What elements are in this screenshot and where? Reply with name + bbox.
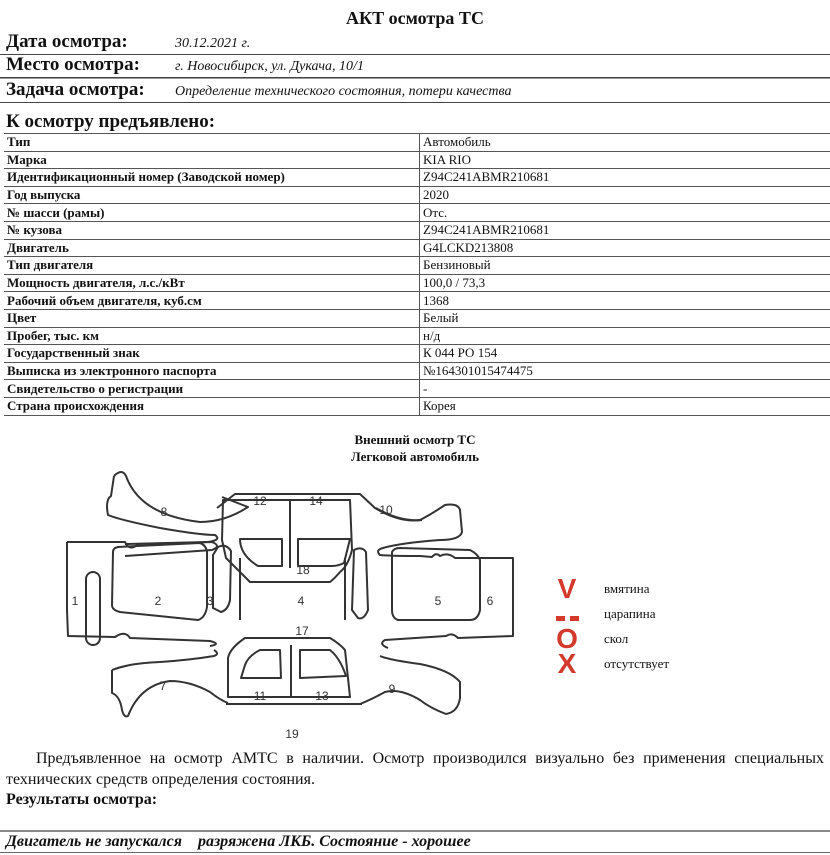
- table-row: [4, 397, 830, 415]
- panel-label-14: 14: [309, 494, 323, 508]
- body-outline-right: [382, 558, 513, 648]
- table-row: [4, 345, 830, 363]
- legend-label-dent: вмятина: [604, 581, 650, 596]
- row-value: G4LCKD213808: [420, 239, 830, 257]
- legend-item-missing: [552, 648, 752, 679]
- panel-7-outline: [112, 650, 228, 716]
- row-value: 2020: [420, 186, 830, 204]
- row-value: К 044 РО 154: [420, 345, 830, 363]
- table-row: [4, 274, 830, 292]
- row-key: № кузова: [4, 221, 420, 239]
- panel-label-9: 9: [388, 682, 396, 696]
- row-key: Тип: [4, 134, 420, 152]
- row-key: Свидетельство о регистрации: [4, 380, 420, 398]
- row-key: Тип двигателя: [4, 257, 420, 275]
- panel-14-window: [298, 539, 350, 566]
- panel-label-5: 5: [434, 594, 442, 608]
- vehicle-info-table: [4, 133, 830, 416]
- panel-label-17: 17: [295, 624, 309, 638]
- missing-icon: X: [557, 648, 577, 679]
- table-row: [4, 327, 830, 345]
- results-heading: Результаты осмотра:: [6, 791, 158, 808]
- row-value: Z94C241ABMR210681: [420, 169, 830, 187]
- panel-label-2: 2: [154, 594, 162, 608]
- header-row-date: [0, 32, 830, 55]
- row-key: Рабочий объем двигателя, куб.см: [4, 292, 420, 310]
- chip-icon: O: [556, 623, 578, 654]
- panel-label-18: 18: [296, 563, 310, 577]
- results-text: Двигатель не запускался разряжена ЛКБ. Состояние - хорошее: [6, 833, 471, 850]
- row-key: Выписка из электронного паспорта: [4, 362, 420, 380]
- row-key: Государственный знак: [4, 345, 420, 363]
- row-value: 1368: [420, 292, 830, 310]
- row-value: Z94C241ABMR210681: [420, 221, 830, 239]
- presented-heading: К осмотру предъявлено:: [6, 111, 216, 132]
- panel-8-outline: [107, 472, 248, 544]
- legend-item-chip: [552, 623, 752, 654]
- row-key: Идентификационный номер (Заводской номер): [4, 169, 420, 187]
- panel-label-19: 19: [285, 727, 299, 741]
- date-value: 30.12.2021 г.: [175, 36, 251, 51]
- task-label: Задача осмотра:: [6, 79, 145, 100]
- row-value: KIA RIO: [420, 151, 830, 169]
- legend-item-scratch: [552, 601, 752, 626]
- panel-12-window: [240, 539, 282, 566]
- panel-label-13: 13: [315, 689, 329, 703]
- panel-label-10: 10: [379, 503, 393, 517]
- row-value: н/д: [420, 327, 830, 345]
- row-value: -: [420, 380, 830, 398]
- results-box: [0, 830, 830, 853]
- row-value: №164301015474475: [420, 362, 830, 380]
- panel-label-7: 7: [159, 679, 167, 693]
- dent-icon: V: [557, 573, 577, 604]
- table-row: [4, 380, 830, 398]
- table-row: [4, 204, 830, 222]
- panel-12-14-outline: [222, 500, 352, 582]
- panel-label-11: 11: [253, 689, 267, 703]
- row-key: Год выпуска: [4, 186, 420, 204]
- header-row-task: [0, 78, 830, 103]
- table-row: [4, 257, 830, 275]
- row-value: Бензиновый: [420, 257, 830, 275]
- row-value: Автомобиль: [420, 134, 830, 152]
- table-row: [4, 292, 830, 310]
- row-value: 100,0 / 73,3: [420, 274, 830, 292]
- diagram-title-line1: Внешний осмотр ТС: [354, 432, 476, 447]
- document-title: АКТ осмотра ТС: [346, 8, 484, 28]
- row-key: Пробег, тыс. км: [4, 327, 420, 345]
- legend-item-dent: [552, 573, 752, 604]
- panel-11-window: [241, 650, 281, 678]
- table-row: [4, 169, 830, 187]
- table-row: [4, 134, 830, 152]
- legend-label-scratch: царапина: [604, 606, 656, 621]
- panel-4-area: [240, 558, 345, 620]
- row-key: Марка: [4, 151, 420, 169]
- panel-4-pillar-right: [352, 548, 368, 618]
- row-value: Отс.: [420, 204, 830, 222]
- panel-13-window: [300, 650, 346, 678]
- legend-label-missing: отсутствует: [604, 656, 670, 671]
- header-row-place: [0, 55, 830, 78]
- panel-label-3: 3: [206, 594, 214, 608]
- panel-label-6: 6: [486, 594, 494, 608]
- place-label: Место осмотра:: [6, 54, 140, 75]
- row-value: Белый: [420, 309, 830, 327]
- panel-label-8: 8: [160, 505, 168, 519]
- legend-label-chip: скол: [604, 631, 629, 646]
- panel-3-outline: [213, 546, 231, 612]
- panel-1-window: [86, 572, 100, 645]
- row-key: Цвет: [4, 309, 420, 327]
- panel-label-4: 4: [297, 594, 305, 608]
- table-row: [4, 239, 830, 257]
- panel-label-12: 12: [253, 494, 267, 508]
- table-row: [4, 221, 830, 239]
- place-value: г. Новосибирск, ул. Дукача, 10/1: [175, 59, 364, 74]
- inspection-note: Предъявленное на осмотр АМТС в наличии. Осмотр производился визуально без применения специальных технических средств определения состояния.: [6, 750, 824, 788]
- row-key: Мощность двигателя, л.с./кВт: [4, 274, 420, 292]
- car-body-diagram: [0, 460, 540, 745]
- row-key: Страна происхождения: [4, 397, 420, 415]
- diagram-title-line2: Легковой автомобиль: [351, 449, 479, 464]
- table-row: [4, 309, 830, 327]
- panel-9-outline: [228, 656, 460, 714]
- task-value: Определение технического состояния, потери качества: [175, 84, 512, 99]
- table-row: [4, 186, 830, 204]
- panel-label-1: 1: [71, 594, 79, 608]
- date-label: Дата осмотра:: [6, 31, 128, 52]
- panel-11-13-outline: [228, 638, 350, 697]
- table-row: [4, 151, 830, 169]
- table-row: [4, 362, 830, 380]
- body-outline-left: [67, 542, 217, 646]
- row-value: Корея: [420, 397, 830, 415]
- row-key: № шасси (рамы): [4, 204, 420, 222]
- row-key: Двигатель: [4, 239, 420, 257]
